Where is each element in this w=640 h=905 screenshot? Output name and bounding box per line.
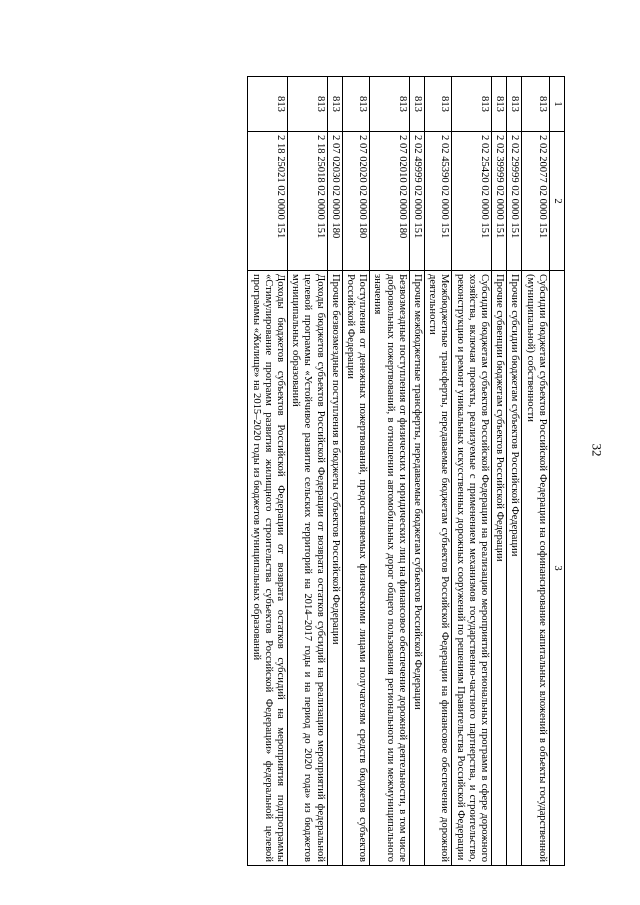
table-wrapper [73,76,640,862]
table-row [370,77,410,866]
col-header-2: 2 [549,132,564,271]
revenue-code-cell: 2 07 02010 02 0000 180 [370,132,410,271]
description-cell: Прочие безвозмездные поступления в бюджеты субъектов Российской Федерации [327,271,342,866]
admin-code-cell: 813 [327,77,342,132]
page-number: 32 [589,443,605,457]
revenue-code-cell: 2 07 02020 02 0000 180 [342,132,369,271]
admin-code-cell: 813 [409,77,424,132]
description-cell: Субсидии бюджетам субъектов Российской Федерации на софинансирование капитальных вложений в объекты государственной (муниципальной) собственности [522,271,549,866]
table-body [248,77,549,866]
table-row [409,77,424,866]
codes-table [247,76,565,866]
description-cell: Доходы бюджетов субъектов Российской Федерации от возврата остатков субсидий на реализацию мероприятий федеральной целевой программы «Устойчивое развитие сельских территорий на 2014–2017 годы и на период до 2020 года» из бюджетов муниципальных образований [287,271,327,866]
revenue-code-cell: 2 02 29999 02 0000 151 [507,132,522,271]
table-row [424,77,451,866]
revenue-code-cell: 2 18 25018 02 0000 151 [287,132,327,271]
revenue-code-cell: 2 02 39999 02 0000 151 [491,132,506,271]
admin-code-cell: 813 [522,77,549,132]
admin-code-cell: 813 [424,77,451,132]
description-cell: Поступления от денежных пожертвований, предоставляемых физическими лицами получателям средств бюджетов субъектов Российской Федерации [342,271,369,866]
admin-code-cell: 813 [342,77,369,132]
description-cell: Безвозмездные поступления от физических и юридических лиц на финансовое обеспечение дорожной деятельности, в том числе добровольных пожертвований, в отношении автомобильных дорог общего пользования регионального или межмуниципального значения [370,271,410,866]
revenue-code-cell: 2 02 49999 02 0000 151 [409,132,424,271]
revenue-code-cell: 2 02 45390 02 0000 151 [424,132,451,271]
description-cell: Межбюджетные трансферты, передаваемые бюджетам субъектов Российской Федерации на финансовое обеспечение дорожной деятельности [424,271,451,866]
table-row [327,77,342,866]
revenue-code-cell: 2 02 20077 02 0000 151 [522,132,549,271]
col-header-3: 3 [549,271,564,866]
admin-code-cell: 813 [507,77,522,132]
admin-code-cell: 813 [452,77,492,132]
admin-code-cell: 813 [287,77,327,132]
header-row [549,77,564,866]
admin-code-cell: 813 [491,77,506,132]
revenue-code-cell: 2 18 25021 02 0000 151 [248,132,288,271]
revenue-code-cell: 2 02 25420 02 0000 151 [452,132,492,271]
description-cell: Прочие субсидии бюджетам субъектов Российской Федерации [507,271,522,866]
description-cell: Субсидии бюджетам субъектов Российской Федерации на реализацию мероприятий региональных программ в сфере дорожного хозяйства, включая проекты, реализуемые с применением механизмов государственно-частного партнерства, и строительство, реконструкцию и ремонт уникальных искусственных дорожных сооружений по решениям Правительства Российской Федерации [452,271,492,866]
revenue-code-cell: 2 07 02030 02 0000 180 [327,132,342,271]
table-row [522,77,549,866]
table-row [248,77,288,866]
col-header-1: 1 [549,77,564,132]
table-row [507,77,522,866]
table-row [287,77,327,866]
table-row [491,77,506,866]
description-cell: Прочие межбюджетные трансферты, передаваемые бюджетам субъектов Российской Федерации [409,271,424,866]
rotated-page [73,76,565,866]
table-row [452,77,492,866]
table-row [342,77,369,866]
description-cell: Доходы бюджетов субъектов Российской Федерации от возврата остатков субсидий на мероприятия подпрограммы «Стимулирование программ развития жилищного строительства субъектов Российской Федерации» федеральной целевой программы «Жилище» на 2015–2020 годы из бюджетов муниципальных образований [248,271,288,866]
admin-code-cell: 813 [370,77,410,132]
admin-code-cell: 813 [248,77,288,132]
description-cell: Прочие субвенции бюджетам субъектов Российской Федерации [491,271,506,866]
